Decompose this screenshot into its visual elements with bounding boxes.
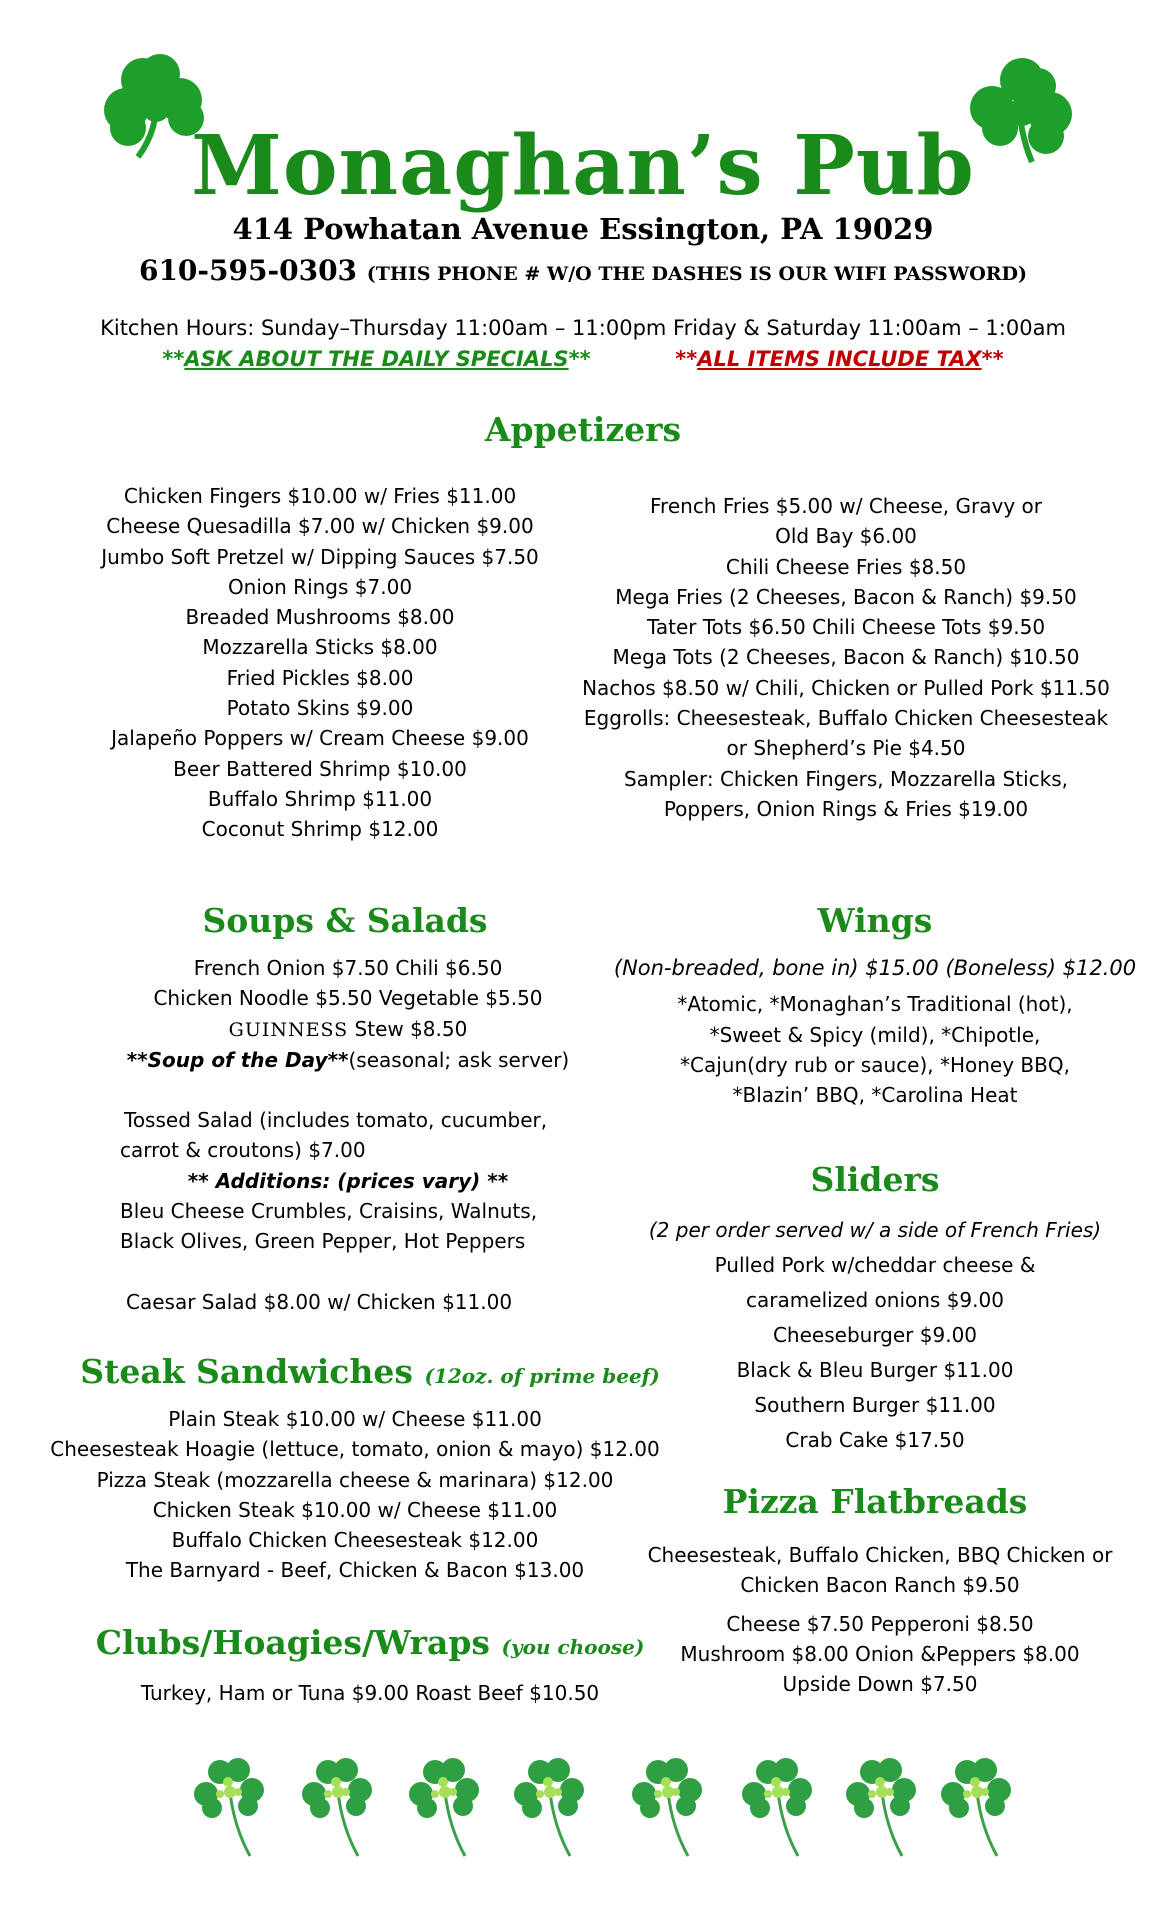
list-item: Upside Down $7.50 bbox=[782, 1672, 978, 1697]
list-item: *Blazin’ BBQ, *Carolina Heat bbox=[732, 1083, 1018, 1108]
list-item: The Barnyard - Beef, Chicken & Bacon $13.00 bbox=[125, 1558, 585, 1583]
list-item: French Fries $5.00 w/ Cheese, Gravy or bbox=[650, 494, 1042, 518]
notes-line bbox=[0, 347, 1166, 371]
list-item: Mega Tots (2 Cheeses, Bacon & Ranch) $10.50 bbox=[612, 645, 1080, 670]
shamrock-icon bbox=[405, 1752, 485, 1862]
list-item: *Sweet & Spicy (mild), *Chipotle, bbox=[709, 1022, 1041, 1047]
list-item: Turkey, Ham or Tuna $9.00 Roast Beef $10.50 bbox=[140, 1681, 600, 1705]
list-item: Tater Tots $6.50 Chili Cheese Tots $9.50 bbox=[646, 615, 1046, 640]
list-item: Mushroom $8.00 Onion &Peppers $8.00 bbox=[680, 1641, 1080, 1666]
list-item: carrot & croutons) $7.00 bbox=[120, 1138, 366, 1163]
list-item: Cheese $7.50 Pepperoni $8.50 bbox=[726, 1611, 1034, 1636]
additions-label: ** Additions: (prices vary) ** bbox=[187, 1168, 509, 1193]
kitchen-hours: Kitchen Hours: Sunday–Thursday 11:00am – 11:00pm Friday & Saturday 11:00am – 1:00am bbox=[100, 316, 1066, 340]
list-item: Eggrolls: Cheesesteak, Buffalo Chicken Cheesesteak bbox=[583, 706, 1109, 731]
list-item: Old Bay $6.00 bbox=[775, 524, 917, 549]
wings-price-line: (Non-breaded, bone in) $15.00 (Boneless) $12.00 bbox=[613, 956, 1137, 980]
soups-salads-list bbox=[88, 953, 608, 1317]
list-item: GUINNESS Stew $8.50 bbox=[228, 1016, 468, 1041]
list-item: Chili Cheese Fries $8.50 bbox=[725, 554, 967, 579]
list-item: Buffalo Chicken Cheesesteak $12.00 bbox=[171, 1528, 539, 1553]
shamrock-icon bbox=[937, 1752, 1017, 1862]
wifi-password-note: (THIS PHONE # W/O THE DASHES IS OUR WIFI PASSWORD) bbox=[366, 263, 1028, 285]
list-item: Jumbo Soft Pretzel w/ Dipping Sauces $7.50 bbox=[101, 544, 539, 569]
list-item: or Shepherd’s Pie $4.50 bbox=[726, 736, 966, 761]
list-item: French Onion $7.50 Chili $6.50 bbox=[193, 956, 503, 980]
list-item: Poppers, Onion Rings & Fries $19.00 bbox=[663, 796, 1029, 821]
list-item: Bleu Cheese Crumbles, Craisins, Walnuts, bbox=[120, 1199, 538, 1224]
specials-note: **ASK ABOUT THE DAILY SPECIALS** bbox=[162, 347, 591, 371]
list-item: Black Olives, Green Pepper, Hot Peppers bbox=[120, 1229, 526, 1254]
list-item: Sampler: Chicken Fingers, Mozzarella Sticks, bbox=[623, 766, 1068, 791]
sliders-note: (2 per order served w/ a side of French Fries) bbox=[648, 1218, 1102, 1242]
pizza-flatbreads-list bbox=[610, 1540, 1150, 1699]
list-item: **Soup of the Day**(seasonal; ask server) bbox=[126, 1047, 570, 1072]
clubs-hoagies-wraps-heading: Clubs/Hoagies/Wraps (you choose) bbox=[95, 1623, 645, 1662]
shamrock-icon bbox=[190, 1752, 270, 1862]
list-item: Crab Cake $17.50 bbox=[785, 1428, 965, 1452]
steak-subheading: (12oz. of prime beef) bbox=[424, 1364, 660, 1388]
shamrock-icon bbox=[298, 1752, 378, 1862]
list-item: Southern Burger $11.00 bbox=[754, 1393, 996, 1417]
list-item: Buffalo Shrimp $11.00 bbox=[207, 786, 433, 811]
list-item: Black & Bleu Burger $11.00 bbox=[736, 1358, 1014, 1382]
list-item: Chicken Bacon Ranch $9.50 bbox=[740, 1573, 1020, 1598]
pizza-flatbreads-heading: Pizza Flatbreads bbox=[722, 1482, 1028, 1521]
clubs-subheading: (you choose) bbox=[501, 1635, 645, 1659]
list-item: Fried Pickles $8.00 bbox=[226, 665, 414, 690]
list-item: Onion Rings $7.00 bbox=[227, 574, 413, 599]
list-item: Coconut Shrimp $12.00 bbox=[201, 817, 439, 842]
shamrock-icon bbox=[628, 1752, 708, 1862]
soups-salads-heading: Soups & Salads bbox=[202, 901, 488, 940]
phone-number: 610-595-0303 bbox=[138, 254, 358, 287]
list-item: Chicken Fingers $10.00 w/ Fries $11.00 bbox=[123, 484, 517, 508]
steak-sandwiches-list bbox=[30, 1404, 680, 1586]
list-item: Pulled Pork w/cheddar cheese & bbox=[714, 1253, 1036, 1277]
list-item: Breaded Mushrooms $8.00 bbox=[185, 605, 455, 630]
list-item: Tossed Salad (includes tomato, cucumber, bbox=[124, 1108, 548, 1133]
appetizers-left-list bbox=[60, 481, 580, 845]
list-item: *Cajun(dry rub or sauce), *Honey BBQ, bbox=[680, 1052, 1070, 1077]
list-item: Beer Battered Shrimp $10.00 bbox=[173, 756, 467, 781]
page-title: Monaghan’s Pub bbox=[191, 118, 975, 214]
list-item: Caesar Salad $8.00 w/ Chicken $11.00 bbox=[126, 1289, 513, 1314]
shamrock-icon bbox=[738, 1752, 818, 1862]
list-item: Potato Skins $9.00 bbox=[226, 696, 414, 721]
shamrock-icon bbox=[510, 1752, 590, 1862]
list-item: Cheese Quesadilla $7.00 w/ Chicken $9.00 bbox=[106, 514, 534, 539]
wings-list bbox=[600, 953, 1150, 1110]
list-item: Cheeseburger $9.00 bbox=[772, 1323, 978, 1347]
tax-note: **ALL ITEMS INCLUDE TAX** bbox=[675, 347, 1004, 371]
shamrock-icon bbox=[842, 1752, 922, 1862]
appetizers-right-list bbox=[570, 491, 1122, 824]
list-item: Jalapeño Poppers w/ Cream Cheese $9.00 bbox=[111, 726, 529, 751]
list-item: Cheesesteak, Buffalo Chicken, BBQ Chicken or bbox=[647, 1543, 1113, 1567]
steak-sandwiches-heading: Steak Sandwiches (12oz. of prime beef) bbox=[80, 1352, 660, 1391]
guinness-wordmark: GUINNESS bbox=[228, 1018, 349, 1041]
list-item: Chicken Steak $10.00 w/ Cheese $11.00 bbox=[152, 1497, 558, 1522]
sliders-list bbox=[600, 1213, 1150, 1458]
list-item: Pizza Steak (mozzarella cheese & marinara) $12.00 bbox=[96, 1467, 614, 1492]
list-item: Cheesesteak Hoagie (lettuce, tomato, onion & mayo) $12.00 bbox=[50, 1437, 660, 1462]
list-item: Nachos $8.50 w/ Chili, Chicken or Pulled Pork $11.50 bbox=[582, 675, 1110, 700]
appetizers-heading: Appetizers bbox=[484, 410, 682, 449]
phone-line bbox=[0, 254, 1166, 287]
wings-heading: Wings bbox=[817, 901, 933, 940]
list-item: Plain Steak $10.00 w/ Cheese $11.00 bbox=[168, 1407, 542, 1431]
list-item: *Atomic, *Monaghan’s Traditional (hot), bbox=[677, 992, 1073, 1017]
list-item: Mozzarella Sticks $8.00 bbox=[202, 635, 438, 660]
list-item: Mega Fries (2 Cheeses, Bacon & Ranch) $9.50 bbox=[615, 584, 1077, 609]
list-item: caramelized onions $9.00 bbox=[746, 1288, 1004, 1312]
address: 414 Powhatan Avenue Essington, PA 19029 bbox=[232, 212, 934, 246]
clubs-list bbox=[60, 1678, 680, 1708]
sliders-heading: Sliders bbox=[810, 1160, 940, 1199]
list-item: Chicken Noodle $5.50 Vegetable $5.50 bbox=[153, 986, 543, 1011]
